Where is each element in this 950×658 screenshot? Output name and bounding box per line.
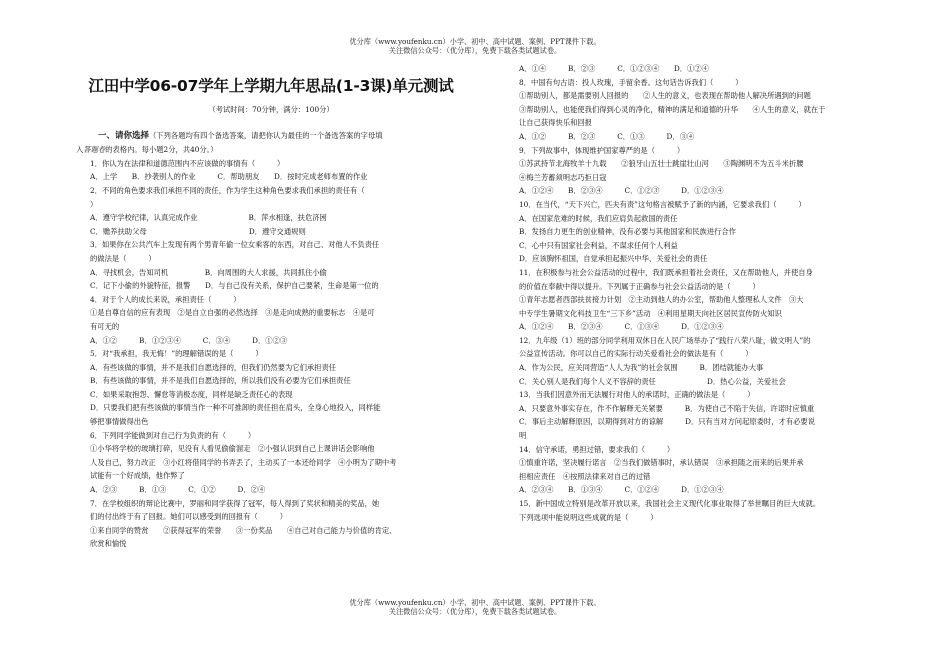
question-stem: 9．下列故事中，体现维护国家尊严的是（ ） [519, 145, 685, 155]
question-stem: 3．如果你在公共汽车上发现有两个男青年偷一位女乘客的东西，对自己、对他人不负责任 [90, 240, 380, 250]
question-option: ①来自同学的赞赏 ②获得冠军的荣誉 ③一份奖品 ④自己对自己能力与价值的肯定、 [90, 525, 397, 535]
section-instructions [76, 129, 466, 144]
left-column [76, 62, 466, 551]
question-option: C．赡养扶助父母 D．遵守交通规则 [90, 226, 306, 236]
question-stem: 1．你认为在法律和道德范围内不应该做的事情有（ ） [90, 158, 285, 168]
header-line-1: 优分库（www.youfenku.cn）小学、初中、高中试题、案例、PPT课件下载。 [349, 37, 601, 46]
question-option: 让自己获得快乐和回报 [519, 118, 592, 128]
question-stem: 10．在当代，“天下兴亡，匹夫有责”这句格言被赋予了新的内涵，它要求我们（ ） [519, 199, 806, 209]
question-option: A．只要意外事实存在，作不作解释无关紧要 B．为使自己不陷于失信，许诺时应慎重 [519, 403, 815, 413]
question-option: ④梅兰芳蓄须明志巧拒日寇 [519, 172, 607, 182]
question-stem: 7．在学校组织的辩论比赛中，罗丽和同学获得了冠军，每人得到了奖状和精美的奖品，她 [90, 498, 380, 508]
question-stem: 12．九年级（1）班的部分同学利用双休日在人民广场举办了“践行八荣八耻，做文明人”的 [519, 335, 811, 345]
question-option: A．①② B．①②③④ C．③④ D．①②③ [90, 335, 288, 345]
question-option: A．遵守学校纪律，认真完成作业 B．萍水相逢，扶危济困 [90, 213, 327, 223]
question-option: 有可无的 [90, 321, 120, 331]
question-stem: 6．下列同学能做到对自己行为负责的有（ ） [90, 430, 256, 440]
question-stem: 15．新中国成立特别是改革开放以来，我国社会主义现代化事业取得了举世瞩目的巨大成就。 [519, 499, 821, 508]
question-stem: 5．对“我承担，我无悔！”的理解错误的是（ ） [90, 349, 263, 359]
right-questions [505, 62, 885, 524]
page-header [0, 37, 950, 55]
question-option: 下列选项中能说明这些成就的是（ ） [519, 512, 658, 522]
section-text-2a: 入 [76, 145, 84, 155]
question-option: A．①②④ B．②③④ C．①②③ D．①②③④ [519, 186, 724, 196]
left-questions [76, 157, 466, 551]
question-stem: 8．中国有句古语：投人玫瑰，手留余香。这句话告诉我们（ ） [519, 77, 743, 87]
question-option: 的价值在奉献中得以提升。下列属于正确参与社会公益活动的是（ ） [519, 281, 760, 291]
page-footer [0, 598, 950, 616]
question-option: C．如果采取抱怨、懈怠等消极态度，同样是缺乏责任心的表现 [90, 389, 293, 399]
question-option: B．有些该做的事情，并不是我们自愿选择的，所以我们没有必要为它们承担责任 [90, 376, 351, 386]
question-option: A．②③ B．①③ C．①② D．②④ [90, 485, 266, 495]
question-stem: 14．信守承诺，勇担过错，要求我们（ ） [519, 444, 675, 454]
footer-line-2: 关注微信公众号：（优分库），免费下载各类试题试卷。 [388, 607, 562, 616]
footer-line-1: 优分库（www.youfenku.cn）小学、初中、高中试题、案例、PPT课件下载。 [349, 598, 601, 607]
question-option: ③帮助别人，也能使我们得到心灵的净化，精神的满足和道德的升华 ④人生的意义，就在于 [519, 104, 826, 114]
section-text-1: （下列各题均有四个备选答案，请把你认为最佳的一个备选答案的字母填 [149, 130, 383, 140]
question-option: C．心中只有国家社会利益，不谋求任何个人利益 [519, 240, 678, 250]
question-option: ） [90, 199, 98, 209]
question-option: 够把事情做得出色 [90, 417, 149, 427]
question-stem: 11．在积极参与社会公益活动的过程中，我们既承担着社会责任，又在帮助他人，并使自身 [519, 267, 813, 277]
question-stem: 2．不同的角色要求我们承担不同的责任，作为学生这种角色要求我们承担的责任有（ [90, 185, 365, 195]
question-option: 担相应责任 ④按照法律来对自己的过错 [519, 471, 651, 481]
question-option: C．记下小偷的外貌特征，报警 D．与自己没有关系，保护自己要紧，生命是第一位的 [90, 281, 379, 291]
question-option: 人及自己，努力改正 ③小红将借同学的书弄丢了，主动买了一本还给同学 ④小明为了期中考 [90, 457, 397, 467]
exam-subtitle: （考试时间：70分钟，满分：100分） [208, 105, 334, 114]
question-option: B．发扬自力更生的创业精神，没有必要与其他国家和民族进行合作 [519, 227, 736, 237]
question-option: 欣赏和愉悦 [90, 539, 127, 549]
question-option: ①青年志愿者西部扶贫接力计划 ②主动到他人的办公室，帮助他人整理私人文件 ③大 [519, 295, 804, 305]
header-line-2: 关注微信公众号：（优分库），免费下载各类试题试卷。 [388, 46, 562, 55]
question-option: ①是自尊自信的应有表现 ②是自立自强的必然选择 ③是走向成熟的重要标志 ④是可 [90, 308, 375, 318]
question-option: C．关心别人是我们每个人义不容辞的责任 D．热心公益，关爱社会 [519, 376, 786, 386]
question-option: A．①④ B．②③ C．①②③④ D．①②④ [519, 64, 709, 73]
right-column [505, 62, 885, 524]
question-option: A．作为公民，应关同营造“人人为我”的社会氛围 B．团结就能办大事 [519, 363, 764, 373]
question-stem: 13．当我们因意外而无法履行对他人的承诺时，正确的做法是（ ） [519, 390, 755, 400]
question-option: ①苏武持节北海牧羊十九载 ②狼牙山五壮士跳崖壮山河 ③陶渊明不为五斗米折腰 [519, 159, 804, 169]
question-option: 公益宣传活动。你可以自己的实际行动关爱看社会的做法是有（ ） [519, 349, 753, 359]
question-option: D．应该胸怀祖国，自觉承担起振兴中华、关爱社会的责任 [519, 254, 708, 264]
question-option: C．事后主动解释原因，以期得到对方的谅解 D．只有当对方问起原委时，才有必要说 [519, 417, 816, 427]
question-option: 中专学生暑期文化科技卫生“三下乡”活动 ④利用星期天向社区居民宣传防火知识 [519, 308, 782, 318]
question-option: D．只要我们把有些该做的事情当作一种不可推卸的责任担在肩头，全身心地投入，同样能 [90, 403, 381, 413]
question-option: A．②③④ B．①③④ C．①②④ D．①②③④ [519, 485, 724, 495]
question-option: A．有些该做的事情，并不是我们自愿选择的，但我们仍然要为它们承担责任 [90, 362, 337, 372]
question-option: 明 [519, 431, 527, 441]
question-option: ①小华将学校的玻璃打碎，见没有人看见偷偷溜走 ②小强认识到自己上课讲话会影响他 [90, 444, 375, 454]
question-option: 的做法是（ ） [90, 253, 156, 263]
section-heading: 一、请你选择 [98, 130, 150, 141]
question-option: A．寻找机会，告知司机 B．向周围的大人求援，共同抓住小偷 [90, 267, 327, 277]
question-option: 们的付出终于有了回报。她们可以感受到的回报有（ ） [90, 512, 288, 522]
question-option: A．上学 B．抄袭别人的作业 C．帮助朋友 D．按时完成老师布置的作业 [90, 172, 368, 182]
answer-sheet-label: 答题卷 [83, 145, 106, 155]
question-option: A．①②④ B．②③④ C．①③④ D．①②③④ [519, 322, 724, 332]
question-option: A．在国家危难的时候，我们应肩负起救国的责任 [519, 213, 678, 223]
section-text-2c: 的表格内。每小题2分，共40分。） [105, 145, 218, 155]
exam-title: 江田中学06-07学年上学期九年思品(1-3课)单元测试 [88, 77, 454, 95]
question-option: ①帮助别人，都是需要别人回报的 ②人生的意义，也表现在帮助他人解决所遇到的问题 [519, 91, 811, 101]
question-stem: 4．对于个人的成长来说，承担责任（ ） [90, 294, 241, 304]
question-option: A．①② B．②③ C．①③ D．③④ [519, 131, 695, 141]
question-option: 试能有一个好成绩，他作弊了 [90, 471, 185, 481]
section-instructions-2 [76, 143, 466, 157]
question-option: ①慎重许诺，坚决履行诺言 ②当我们做错事时，承认错误 ③承担随之而来的后果并承 [519, 458, 804, 468]
